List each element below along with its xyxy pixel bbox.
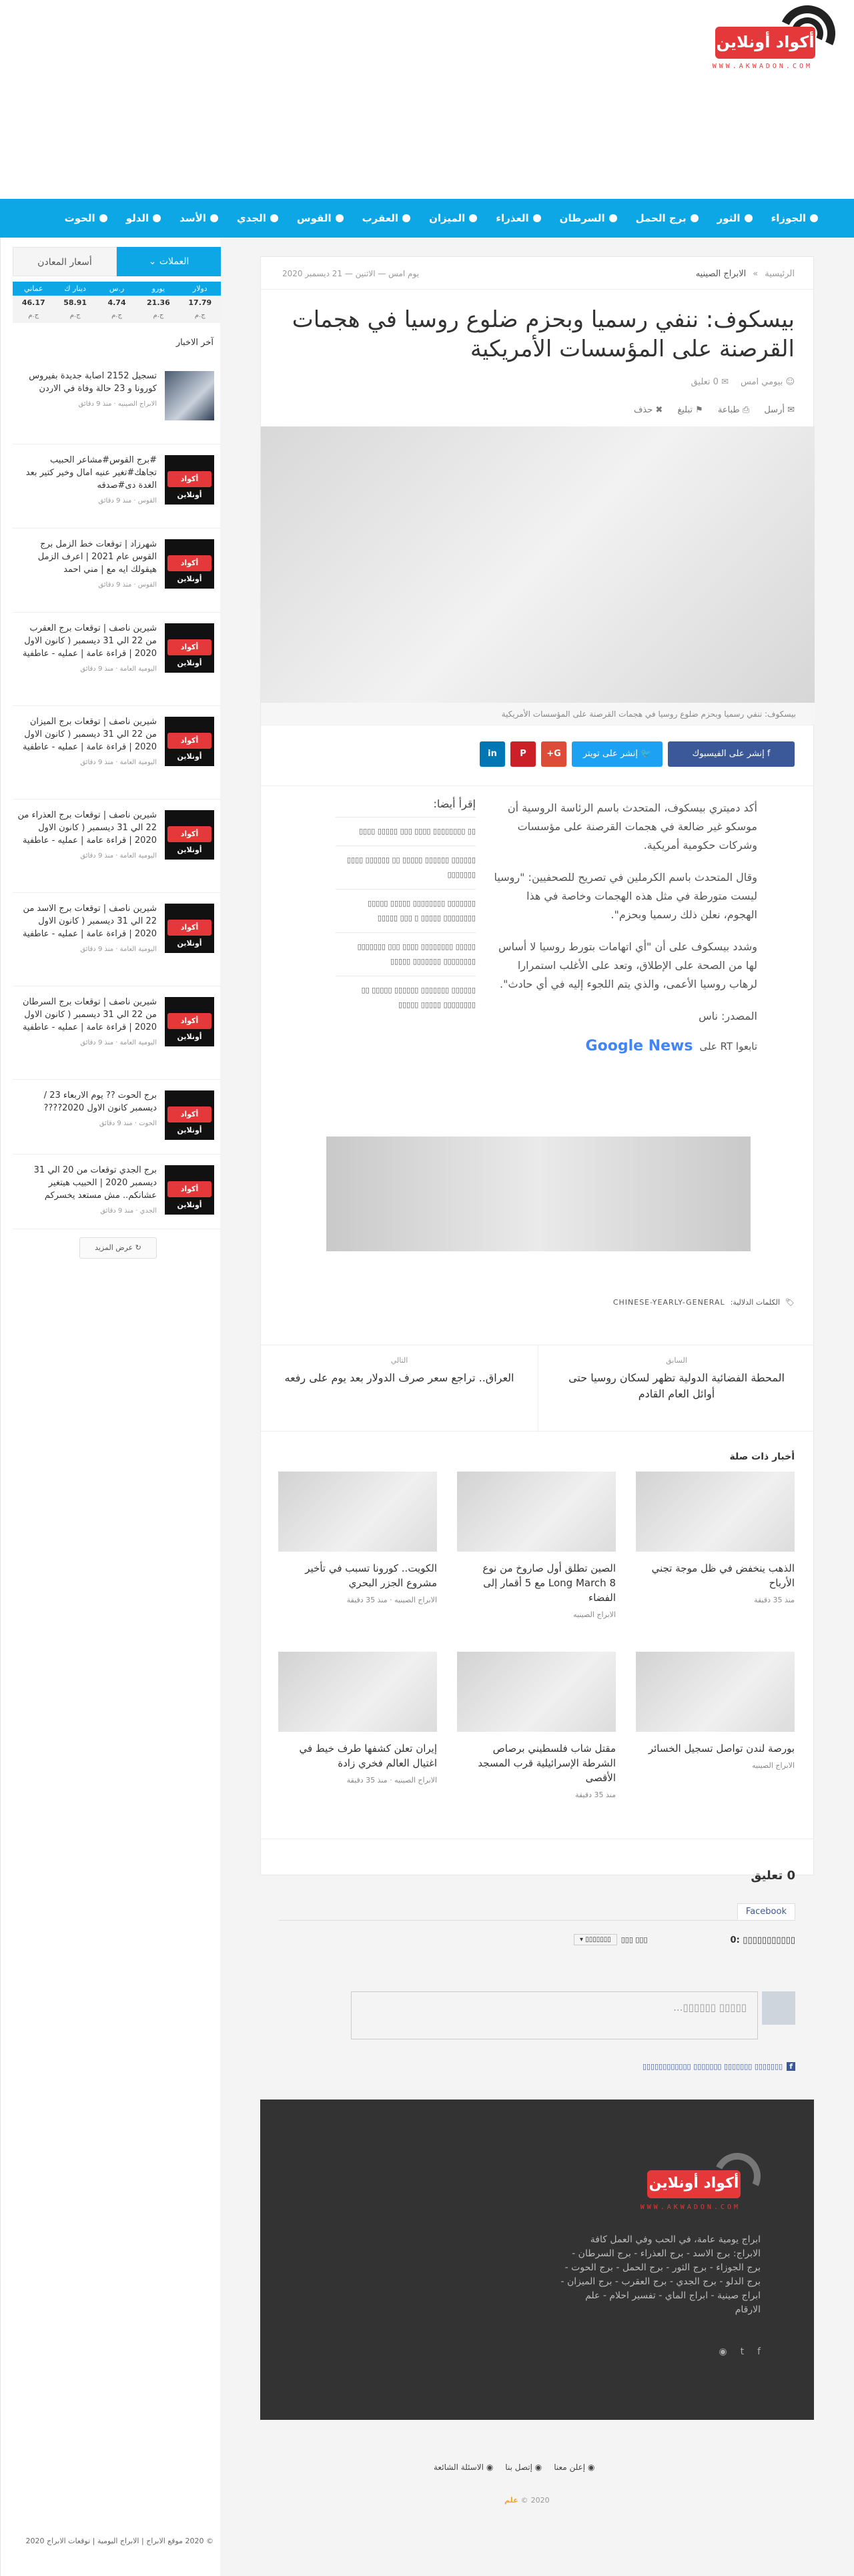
read-also-item[interactable]: ▯▯▯▯▯▯▯ ▯▯▯▯▯▯▯▯ ▯▯▯▯▯ ▯▯▯▯▯ ▯▯▯▯▯▯▯▯ ▯▯▯▯▯ ▯ ▯▯▯ ▯▯▯▯▯ (336, 889, 476, 932)
nav-dot-icon (99, 214, 107, 222)
google-news-follow[interactable] (586, 1038, 757, 1054)
prev-title: المحطة الفضائية الدولية تظهر لسكان روسيا حتى أوائل العام القادم (568, 1371, 785, 1400)
article-hero-image (261, 426, 815, 703)
post-meta: القوس · منذ 9 دقائق (98, 581, 157, 589)
footer-social (719, 2346, 761, 2357)
currency-cell (96, 282, 137, 323)
site-footer (260, 2100, 814, 2420)
sidebar-post[interactable] (13, 444, 221, 529)
related-title: مقتل شاب فلسطيني برصاص الشرطة الإسرائيلية قرب المسجد الأقصى (478, 1742, 616, 1784)
sidebar-post[interactable] (13, 613, 221, 706)
nav-label: الميزان (429, 212, 466, 224)
article-body (490, 799, 757, 1039)
related-category: الابراج الصينيه (573, 1610, 616, 1619)
read-also-item[interactable]: ▯▯ ▯▯▯▯▯▯▯▯ ▯▯▯▯ ▯▯▯ ▯▯▯▯▯ ▯▯▯▯ (336, 817, 476, 846)
currency-value: 17.79 (179, 296, 221, 310)
currency-unit: ج.م (179, 310, 221, 323)
post-title: شيرين ناصف | توقعات برج الاسد من 22 الي 31 ديسمبر ( كانون الاول 2020 | قراءة عامة | عمليه - عاطفية (22, 904, 157, 939)
comments-count[interactable]: ✉ 0 تعليق (691, 377, 729, 387)
copyright-year: 2020 (530, 2496, 550, 2505)
facebook-icon: f (787, 2062, 795, 2071)
breadcrumb (696, 269, 795, 279)
thumb-logo: أكواد أونلاين (167, 555, 211, 571)
tab-metal-prices[interactable]: أسعار المعادن (13, 247, 117, 276)
related-thumbnail (636, 1472, 795, 1552)
post-title: #برج القوس#مشاعر الحبيب تجاهك#تغير عنيه امال وخير كتير بعد الغدة دى#صدقه (25, 455, 157, 491)
related-thumbnail (457, 1652, 616, 1732)
nav-dot-icon (336, 214, 344, 222)
related-thumbnail (636, 1652, 795, 1732)
post-thumbnail (165, 623, 214, 673)
rss-icon[interactable]: ◉ (719, 2346, 727, 2357)
sidebar (0, 238, 220, 2576)
nav-item-sagittarius[interactable] (288, 199, 353, 238)
read-also-item[interactable]: ▯▯▯▯▯▯ ▯▯▯▯▯▯ ▯▯▯▯▯ ▯▯ ▯▯▯▯▯▯ ▯▯▯▯ ▯▯▯▯▯▯▯ (336, 846, 476, 889)
related-thumbnail (278, 1652, 437, 1732)
post-meta: اليومية العامة · منذ 9 دقائق (80, 665, 157, 673)
facebook-tab[interactable]: Facebook (737, 1903, 795, 1920)
currency-name: دولار (179, 282, 221, 296)
site-logo[interactable] (655, 5, 835, 69)
prev-next-nav (261, 1345, 815, 1431)
post-meta: اليومية العامة · منذ 9 دقائق (80, 946, 157, 953)
article-meta (691, 377, 795, 387)
currency-cell (54, 282, 95, 323)
print-button[interactable]: ⎙ طباعة (717, 405, 750, 415)
related-category: منذ 35 دقيقة (575, 1791, 616, 1799)
related-category: منذ 35 دقيقة (754, 1596, 795, 1604)
post-meta: الحوت · منذ 9 دقائق (99, 1120, 157, 1127)
prev-label: السابق (666, 1356, 687, 1365)
link-contact[interactable]: ◉ إتصل بنا (505, 2463, 542, 2472)
sidebar-post[interactable] (13, 360, 221, 444)
related-item[interactable] (636, 1652, 795, 1770)
send-button[interactable]: ✉ أرسل (764, 405, 795, 415)
nav-label: العقرب (362, 212, 399, 224)
post-meta: اليومية العامة · منذ 9 دقائق (80, 759, 157, 766)
nav-item-virgo[interactable] (486, 199, 550, 238)
post-thumbnail (165, 810, 214, 860)
currency-tabs (13, 247, 221, 276)
nav-item-libra[interactable] (420, 199, 486, 238)
nav-dot-icon (691, 214, 699, 222)
next-article-link[interactable] (261, 1345, 538, 1432)
google-news-logo: Google News (585, 1038, 693, 1054)
divider (261, 785, 815, 786)
fb-sort (574, 1934, 648, 1945)
currency-name: دينار ك (54, 282, 95, 296)
comments-title: 0 تعليق (751, 1869, 795, 1883)
image-caption: بيسكوف: ننفي رسميا وبحزم ضلوع روسيا في هجمات القرصنة على المؤسسات الأمريكية (261, 703, 815, 725)
breadcrumb-category[interactable]: الابراج الصينيه (695, 269, 747, 279)
tags-row (613, 1298, 795, 1307)
sidebar-post[interactable] (13, 529, 221, 613)
tag-link[interactable]: CHINESE-YEARLY-GENERAL (612, 1298, 725, 1307)
report-button[interactable]: ⚑ تبليغ (677, 405, 703, 415)
nav-dot-icon (210, 214, 218, 222)
post-title: برج الجدي توقعات من 20 الي 31 ديسمبر 2020 | الحبيب هيتغير عشانكم.. مش مستعد يخسركم (33, 1165, 157, 1201)
thumb-logo: أكواد أونلاين (167, 471, 211, 487)
related-category: الابراج الصينيه · منذ 35 دقيقة (346, 1596, 437, 1604)
nav-item-gemini[interactable] (762, 199, 827, 238)
footer-copyright (504, 2496, 550, 2505)
sidebar-post[interactable] (13, 706, 221, 799)
thumb-logo: أكواد أونلاين (167, 920, 211, 936)
related-thumbnail (278, 1472, 437, 1552)
related-title: الصين تطلق أول صاروخ من نوع Long March 8 مع 5 أقمار إلى الفضاء (482, 1562, 616, 1604)
currency-unit: ج.م (13, 310, 54, 323)
nav-item-aquarius[interactable] (117, 199, 170, 238)
link-advertise[interactable]: ◉ إعلن معنا (554, 2463, 595, 2472)
footer-logo-text: أكواد أونلاين (647, 2170, 741, 2198)
related-item[interactable] (457, 1472, 616, 1619)
twitter-icon: 🐦 (637, 749, 652, 759)
refresh-icon: ↻ (133, 1243, 141, 1252)
latest-news-title: آخر الاخبار (175, 338, 214, 348)
sidebar-copyright: © 2020 موقع الابراج | الابراج اليومية | توقعات الابراج 2020 (25, 2537, 214, 2545)
currency-cell (13, 282, 54, 323)
thumb-logo: أكواد أونلاين (167, 1013, 211, 1029)
nav-label: برج الحمل (635, 212, 687, 224)
share-gplus-button[interactable]: G+ (541, 741, 566, 767)
related-title: الكويت.. كورونا تسبب في تأخير مشروع الجزر البحري (305, 1562, 437, 1589)
currency-name: عماني (13, 282, 54, 296)
post-meta: الجدي · منذ 9 دقائق (100, 1207, 157, 1215)
tag-icon: 🏷 (785, 1298, 795, 1307)
sidebar-post[interactable] (13, 1155, 221, 1229)
post-title: شيرين ناصف | توقعات برج الميزان من 22 الي 31 ديسمبر ( كانون الاول 2020 | قراءة عامة | عمليه - عاطفية (22, 717, 157, 752)
load-more-button[interactable]: ↻ عرض المزيد (79, 1237, 157, 1259)
article-date: يوم امس — الاثنين — 21 ديسمبر 2020 (282, 269, 420, 278)
post-thumbnail (165, 371, 214, 420)
sidebar-post[interactable] (13, 986, 221, 1080)
related-item[interactable] (278, 1652, 437, 1785)
related-thumbnail (457, 1472, 616, 1552)
nav-item-pisces[interactable] (55, 199, 117, 238)
article-paragraph: أكد دميتري بيسكوف، المتحدث باسم الرئاسة الروسية أن موسكو غير ضالعة في هجمات القرصنة على مؤسسات وشركات حكومية أمريكية. (507, 801, 757, 852)
post-thumbnail (165, 1165, 214, 1215)
main-nav (0, 199, 854, 238)
related-item[interactable] (636, 1472, 795, 1604)
fb-comment-count: ▯▯▯▯▯▯▯▯▯▯▯ :0 (730, 1935, 795, 1945)
share-twitter-button[interactable]: 🐦 إنشر على تويتر (572, 741, 663, 767)
copyright-sep: © (520, 2496, 528, 2505)
thumb-logo: أكواد أونلاين (167, 639, 211, 655)
currency-value: 58.91 (54, 296, 95, 310)
nav-dot-icon (469, 214, 477, 222)
next-title: العراق.. تراجع سعر صرف الدولار بعد يوم على رفعه (284, 1371, 514, 1384)
tags-label: الكلمات الدلالية: (730, 1298, 781, 1307)
nav-item-taurus[interactable] (708, 199, 762, 238)
currency-unit: ج.م (54, 310, 95, 323)
post-meta: اليومية العامة · منذ 9 دقائق (80, 852, 157, 860)
post-meta: القوس · منذ 9 دقائق (98, 497, 157, 505)
currency-cell (137, 282, 179, 323)
fb-sort-select[interactable]: ▯▯▯▯▯▯▯ ▾ (574, 1934, 617, 1945)
comment-input[interactable]: ▯▯▯▯▯ ▯▯▯▯▯▯... (351, 1991, 758, 2039)
nav-label: الحوت (64, 212, 95, 224)
thumb-logo: أكواد أونلاين (167, 826, 211, 842)
post-title: تسجيل 2152 اصابة جديدة بفيروس كورونا و 23 حالة وفاة في الاردن (29, 371, 157, 394)
footer-logo[interactable] (600, 2153, 761, 2213)
post-thumbnail (165, 455, 214, 505)
footer-logo-subtitle: WWW.AKWADON.COM (640, 2204, 741, 2211)
nav-label: السرطان (559, 212, 605, 224)
fb-plugin-link[interactable]: f ▯▯▯▯▯▯▯ ▯▯▯▯▯▯▯ ▯▯▯▯▯▯▯ ▯▯▯▯▯▯▯▯▯▯▯▯ (643, 2062, 795, 2071)
article-source: المصدر: ناس (699, 1010, 757, 1022)
breadcrumb-separator: » (753, 269, 759, 279)
read-also-title: إقرأ أيضا: (433, 797, 476, 810)
nav-dot-icon (810, 214, 818, 222)
read-also-box (336, 797, 476, 1019)
advertisement-banner[interactable] (326, 1137, 751, 1251)
currency-value: 46.17 (13, 296, 54, 310)
post-title: شهرزاد | توقعات خط الزمل برج القوس عام 2021 | اعرف الزمل هيقولك ايه مع | مني احمد (37, 539, 157, 575)
nav-dot-icon (270, 214, 278, 222)
currency-cell (179, 282, 221, 323)
facebook-tab-bar (279, 1903, 795, 1921)
breadcrumb-home[interactable]: الرئيسية (765, 269, 795, 279)
twitter-icon[interactable]: t (740, 2346, 745, 2357)
logo-subtitle: WWW.AKWADON.COM (712, 63, 813, 70)
related-category: الابراج الصينيه · منذ 35 دقيقة (346, 1776, 437, 1785)
post-meta: الابراج الصينيه · منذ 9 دقائق (78, 400, 157, 408)
footer-brand[interactable]: علم (504, 2496, 518, 2505)
currency-value: 21.36 (137, 296, 179, 310)
logo-text: أكواد أونلاين (715, 27, 815, 59)
article-paragraph: وقال المتحدث باسم الكرملين في تصريح للصحفيين: "روسيا ليست متورطة في مثل هذه الهجمات وخاصة في هذا الهجوم، نعلن ذلك رسميا وبحزم". (494, 871, 757, 921)
post-thumbnail (165, 997, 214, 1046)
site-header (0, 0, 854, 199)
related-title: إيران تعلن كشفها طرف خيط في اغتيال العالم فخري زادة (299, 1742, 437, 1769)
sidebar-post[interactable] (13, 799, 221, 893)
currency-value: 4.74 (96, 296, 137, 310)
gnews-prefix: تابعوا RT على (699, 1040, 757, 1052)
nav-item-aries[interactable] (626, 199, 708, 238)
nav-label: القوس (296, 212, 332, 224)
share-bar (480, 741, 795, 767)
footer-description: ابراج يومية عامة، في الحب وفي العمل كافة الابراج: برج الاسد - برج العذراء - برج السرطان - برج الجوزاء - برج الثور - برج الحمل - برج الحوت - برج الدلو - برج الجدي - برج العقرب - برج الميزان - ابراج صينية - ابراج الماي - تفسير احلام - علم الارقام (560, 2234, 761, 2315)
nav-dot-icon (745, 214, 753, 222)
sidebar-post[interactable] (13, 893, 221, 986)
thumb-logo: أكواد أونلاين (167, 1181, 211, 1197)
currency-name: ر.س (96, 282, 137, 296)
nav-label: العذراء (496, 212, 529, 224)
nav-dot-icon (533, 214, 541, 222)
prev-article-link[interactable] (538, 1345, 815, 1432)
post-thumbnail (165, 539, 214, 589)
nav-label: الجدي (236, 212, 266, 224)
related-category: الابراج الصينيه (752, 1761, 795, 1770)
article-actions (634, 405, 795, 415)
share-linkedin-button[interactable]: in (480, 741, 505, 767)
share-facebook-button[interactable]: f إنشر على الفيسبوك (668, 741, 795, 767)
post-title: برج الحوت ?? يوم الاربعاء 23 / ديسمبر كانون الاول 2020???? (43, 1090, 157, 1113)
post-meta: اليومية العامة · منذ 9 دقائق (80, 1039, 157, 1046)
article-title: بيسكوف: ننفي رسميا وبحزم ضلوع روسيا في هجمات القرصنة على المؤسسات الأمريكية (292, 306, 795, 362)
nav-item-cancer[interactable] (550, 199, 626, 238)
facebook-icon: f (764, 749, 771, 759)
article-container (260, 256, 814, 1875)
sidebar-post[interactable] (13, 1080, 221, 1155)
related-news-title: أخبار ذات صلة (729, 1452, 795, 1462)
post-title: شيرين ناصف | توقعات برج السرطان من 22 الي 31 ديسمبر ( كانون الاول 2020 | قراءة عامة | عمليه - عاطفية (22, 997, 157, 1032)
nav-dot-icon (609, 214, 617, 222)
article-paragraph: وشدد بيسكوف على أن "أي اتهامات بتورط روسيا لا أساس لها من الصحة على الإطلاق، وتعد على الأغلب استمرارا لرهاب روسيا الأعمى، والذي يتم اللجوء إليه في أي حادث". (498, 940, 757, 990)
related-item[interactable] (457, 1652, 616, 1799)
post-title: شيرين ناصف | توقعات برج العذراء من 22 الي 31 ديسمبر ( كانون الاول 2020 | قراءة عامة | عمليه - عاطفية (17, 810, 157, 846)
read-also-item[interactable]: ▯▯▯▯▯ ▯▯▯▯▯▯▯▯ ▯▯▯▯ ▯▯▯ ▯▯▯▯▯▯▯ ▯▯▯▯▯▯▯▯ ▯▯▯▯▯▯▯ ▯▯▯▯▯ (336, 932, 476, 976)
currency-unit: ج.م (137, 310, 179, 323)
nav-label: الثور (717, 212, 741, 224)
fb-sort-label: ▯▯▯ ▯▯▯ (620, 1935, 648, 1944)
tab-currencies[interactable]: العملات ⌄ (117, 247, 221, 276)
nav-label: الأسد (179, 212, 206, 224)
post-thumbnail (165, 1090, 214, 1140)
author-link[interactable]: ☺ بيومي امس (740, 377, 795, 387)
currency-name: يورو (137, 282, 179, 296)
related-title: الذهب ينخفض في ظل موجة تجني الأرباح (651, 1562, 795, 1589)
share-pinterest-button[interactable]: P (510, 741, 536, 767)
thumb-logo: أكواد أونلاين (167, 733, 211, 749)
related-title: بورصة لندن تواصل تسجيل الخسائر (648, 1742, 795, 1754)
nav-label: الدلو (125, 212, 149, 224)
avatar (762, 1991, 795, 2025)
read-also-item[interactable]: ▯▯▯▯▯▯ ▯▯▯▯▯▯▯ ▯▯▯▯▯▯ ▯▯▯▯▯ ▯▯ ▯▯▯▯▯▯▯▯ ▯▯▯▯▯ ▯▯▯▯▯ (336, 976, 476, 1019)
bottom-links (434, 2463, 594, 2472)
nav-dot-icon (402, 214, 410, 222)
currency-table (13, 282, 221, 323)
nav-item-capricorn[interactable] (228, 199, 288, 238)
post-thumbnail (165, 904, 214, 953)
divider (261, 289, 815, 290)
link-faq[interactable]: ◉ الاسئلة الشائعة (434, 2463, 494, 2472)
nav-dot-icon (153, 214, 161, 222)
facebook-icon[interactable]: f (757, 2346, 761, 2357)
related-item[interactable] (278, 1472, 437, 1604)
post-title: شيرين ناصف | توقعات برج العقرب من 22 الي 31 ديسمبر ( كانون الاول 2020 | قراءة عامة | عمليه - عاطفية (22, 623, 157, 659)
post-thumbnail (165, 717, 214, 766)
nav-item-scorpio[interactable] (353, 199, 420, 238)
next-label: التالي (390, 1356, 408, 1365)
currency-unit: ج.م (96, 310, 137, 323)
nav-label: الجوزاء (771, 212, 806, 224)
thumb-logo: أكواد أونلاين (167, 1106, 211, 1122)
nav-item-leo[interactable] (170, 199, 228, 238)
delete-button[interactable]: ✖ حذف (633, 405, 663, 415)
